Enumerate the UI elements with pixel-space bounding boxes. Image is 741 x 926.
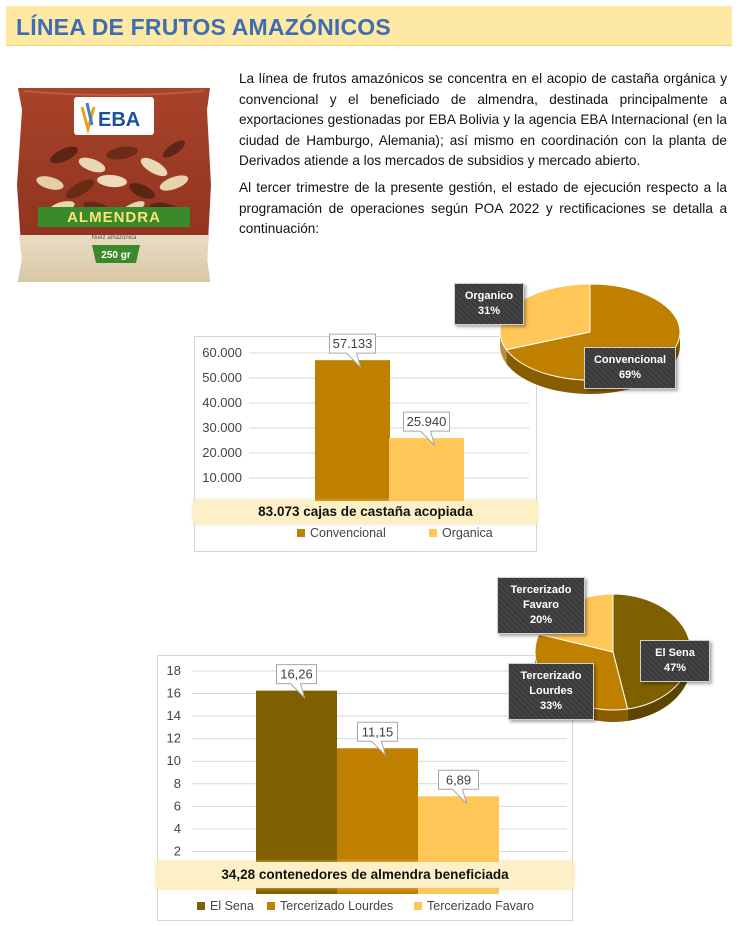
legend-swatch-el-sena [197, 902, 205, 910]
y-tick-label: 18 [166, 663, 181, 678]
pie-label-tercerizado-lourdes: Tercerizado Lourdes 33% [508, 663, 594, 720]
intro-paragraph: La línea de frutos amazónicos se concentra en el acopio de castaña orgánica y convencional y el beneficiado de almendra, destinada principalmente a exportaciones gestionadas por EBA Bolivia y la agencia EBA Internacional (en la ciudad de Hamburgo, Alemania); así mismo en coordinación con la planta de Derivados atiende a los mercados de subsidios y mercado abierto. [239, 71, 727, 168]
svg-text:57.133: 57.133 [332, 336, 373, 352]
legend-swatch-tercerizado-lourdes [267, 902, 275, 910]
svg-text:11,15: 11,15 [361, 724, 394, 740]
product-name-text: ALMENDRA [67, 209, 161, 226]
y-tick-label: 30.000 [202, 420, 242, 435]
bar-convencional [315, 360, 390, 523]
pie-label-el-sena: El Sena 47% [640, 640, 710, 682]
castana-total-banner: 83.073 cajas de castaña acopiada [194, 501, 537, 523]
almendra-total-banner: 34,28 contenedores de almendra beneficiada [157, 862, 573, 888]
y-tick-label: 14 [166, 708, 181, 724]
almendra-legend [157, 899, 573, 917]
page-title-bar [6, 6, 732, 46]
svg-text:25.940: 25.940 [406, 414, 447, 430]
pie-label-tercerizado-favaro: Tercerizado Favaro 20% [497, 577, 585, 634]
castana-bar-chart [194, 336, 537, 516]
pie-label-convencional: Convencional 69% [584, 347, 676, 389]
svg-text:6,89: 6,89 [445, 772, 472, 788]
legend-item-organica: Organica [429, 526, 493, 540]
legend-swatch-convencional [297, 529, 305, 537]
legend-item-convencional: Convencional [297, 526, 386, 540]
legend-swatch-organica [429, 529, 437, 537]
page-title: LÍNEA DE FRUTOS AMAZÓNICOS [16, 14, 391, 40]
pie-label-organico: Organico 31% [454, 283, 524, 325]
legend-item-tercerizado-lourdes: Tercerizado Lourdes [267, 899, 393, 913]
svg-text:16,26: 16,26 [280, 666, 313, 682]
y-tick-label: 16 [166, 685, 181, 701]
weight-text: 250 gr [101, 250, 131, 261]
y-tick-label: 4 [173, 820, 181, 836]
legend-item-tercerizado-favaro: Tercerizado Favaro [414, 899, 534, 913]
y-tick-label: 40.000 [202, 395, 242, 410]
status-paragraph: Al tercer trimestre de la presente gestión, el estado de ejecución respecto a la programación de operaciones según POA 2022 y rectificaciones se detalla a continuación: [239, 180, 727, 236]
y-tick-label: 6 [173, 798, 181, 814]
svg-text:Nuez amazónica: Nuez amazónica [91, 235, 137, 241]
y-tick-label: 60.000 [202, 345, 242, 360]
y-tick-label: 12 [166, 730, 181, 746]
y-tick-label: 50.000 [202, 370, 242, 385]
y-tick-label: 2 [173, 843, 181, 859]
almendra-product-image [14, 85, 214, 285]
legend-item-el-sena: El Sena [197, 899, 254, 913]
y-tick-label: 20.000 [202, 445, 242, 460]
legend-swatch-tercerizado-favaro [414, 902, 422, 910]
castana-legend [194, 526, 537, 544]
y-tick-label: 10.000 [202, 470, 242, 485]
y-tick-label: 10 [166, 753, 181, 769]
castana-pie-chart [495, 280, 695, 410]
y-tick-label: 8 [173, 775, 181, 791]
brand-logo-text: EBA [98, 109, 141, 131]
